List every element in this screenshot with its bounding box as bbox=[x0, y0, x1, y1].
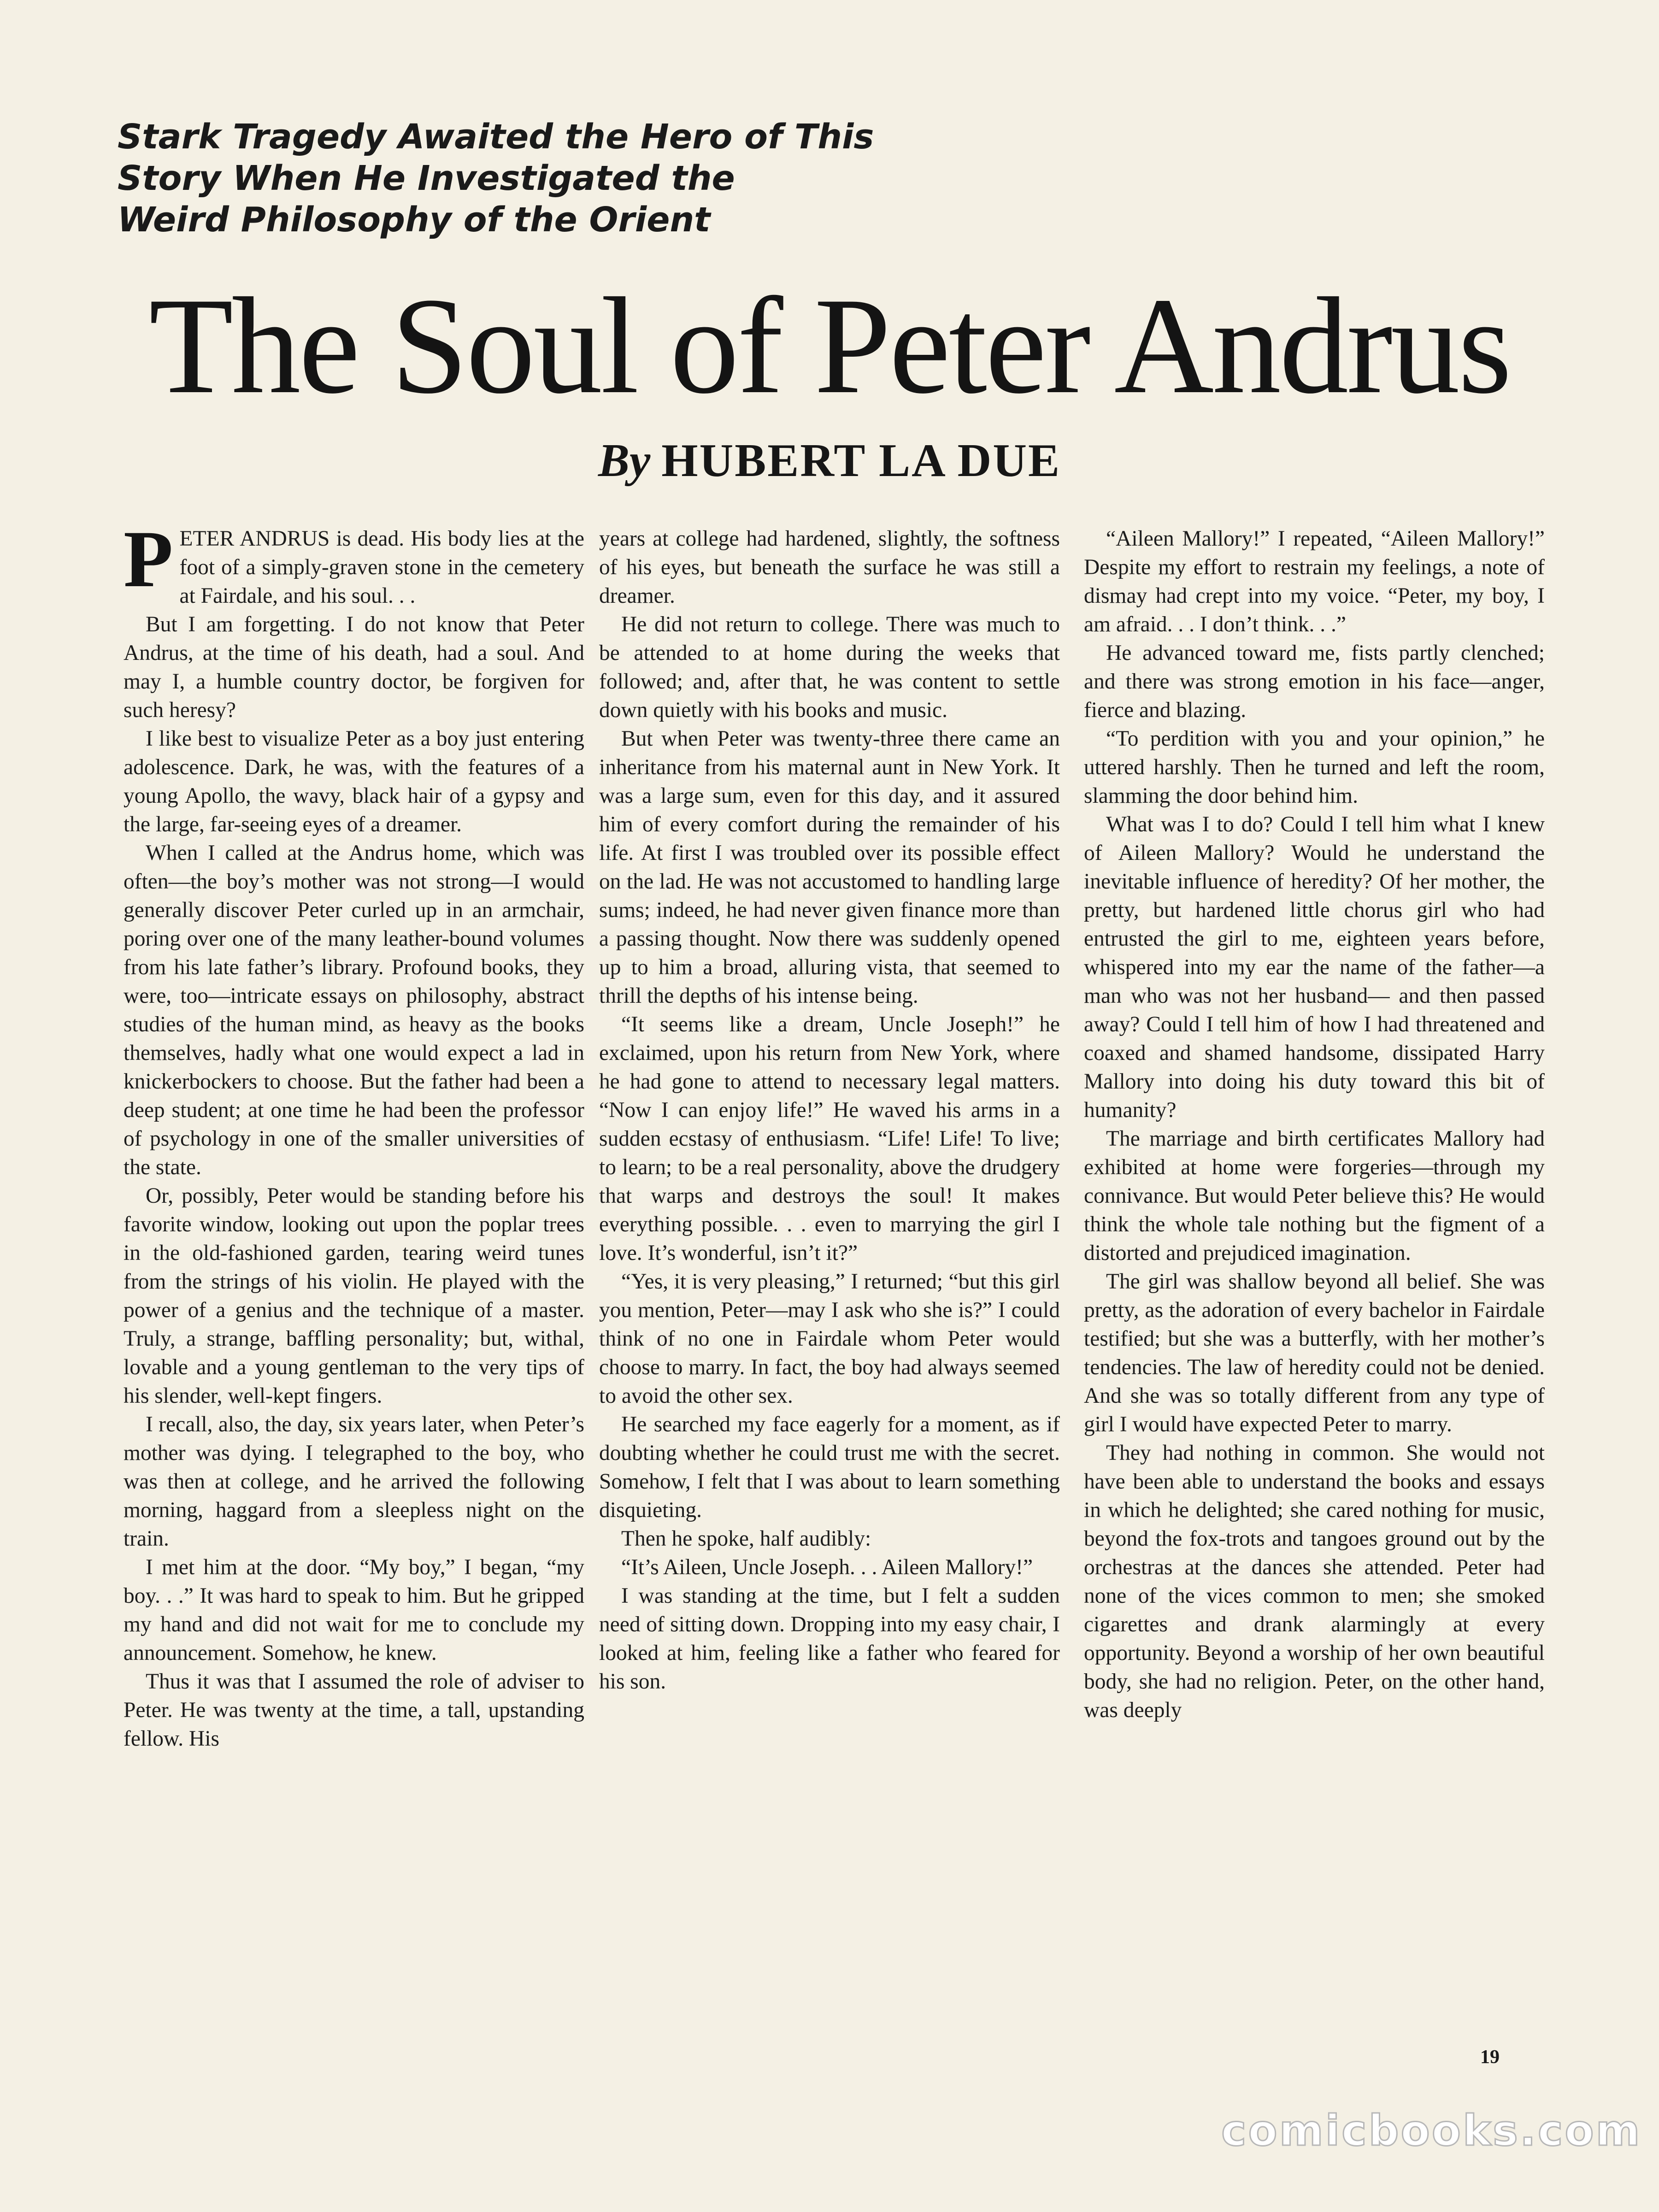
paragraph bbox=[1084, 724, 1545, 810]
site-watermark: comicbooks.com bbox=[1221, 2106, 1642, 2155]
paragraph-text: ETER ANDRUS is dead. His body lies at the foot of a simply-graven stone in the cemetery at Fairdale, and his soul. . . bbox=[179, 527, 584, 608]
paragraph-text: “It seems like a dream, Uncle Joseph!” he exclaimed, upon his return from New York, where he had gone to attend to necessary legal matters. “Now I can enjoy life!” He waved his arms in a sudden ecstasy of enthusiasm. “Life! Life! To live; to learn; to be a real personality, above the drudgery that warps and destroys the soul! It makes everything possible. . . even to marrying the girl I love. It’s wonderful, isn’t it?” bbox=[599, 1012, 1060, 1265]
paragraph bbox=[599, 1267, 1060, 1410]
paragraph bbox=[1084, 1267, 1545, 1439]
paragraph bbox=[124, 839, 584, 1182]
paragraph bbox=[1084, 810, 1545, 1124]
paragraph-text: Or, possibly, Peter would be standing before his favorite window, looking out upon the poplar trees in the old-fashioned garden, tearing weird tunes from the strings of his violin. He played with the power of a genius and the technique of a master. Truly, a strange, baffling personality; but, withal, lovable and a young gentleman to the very tips of his slender, well-kept fingers. bbox=[124, 1184, 584, 1408]
paragraph-text: Then he spoke, half audibly: bbox=[621, 1527, 871, 1551]
paragraph bbox=[124, 724, 584, 839]
paragraph-text: “To perdition with you and your opinion,” he uttered harshly. Then he turned and left the room, slamming the door behind him. bbox=[1084, 727, 1545, 808]
paragraph bbox=[124, 1553, 584, 1667]
text-column-1 bbox=[124, 514, 584, 1753]
story-title: The Soul of Peter Andrus bbox=[149, 269, 1510, 422]
paragraph bbox=[1084, 1124, 1545, 1267]
paragraph-text: He did not return to college. There was much to be attended to at home during the weeks that followed; and, after that, he was content to settle down quietly with his books and music. bbox=[599, 612, 1060, 722]
paragraph-text: “Aileen Mallory!” I repeated, “Aileen Mallory!” Despite my effort to restrain my feelings, a note of dismay had crept into my voice. “Peter, my boy, I am afraid. . . I don’t think. . .” bbox=[1084, 527, 1545, 636]
paragraph-text: When I called at the Andrus home, which was often—the boy’s mother was not strong—I would generally discover Peter curled up in an armchair, poring over one of the many leather-bound volumes from his late father’s library. Profound books, they were, too—intricate essays on philosophy, abstract studies of the human mind, as heavy as the books themselves, hadly what one would expect a lad in knickerbockers to choose. But the father had been a deep student; at one time he had been the professor of psychology in one of the smaller universities of the state. bbox=[124, 841, 584, 1179]
paragraph-text: Thus it was that I assumed the role of adviser to Peter. He was twenty at the time, a tall, upstanding fellow. His bbox=[124, 1670, 584, 1751]
paragraph bbox=[599, 1524, 1060, 1553]
paragraph bbox=[599, 1582, 1060, 1696]
paragraph-text: “It’s Aileen, Uncle Joseph. . . Aileen Mallory!” bbox=[621, 1555, 1033, 1579]
paragraph bbox=[599, 524, 1060, 610]
paragraph bbox=[599, 1010, 1060, 1267]
paragraph-text: But I am forgetting. I do not know that Peter Andrus, at the time of his death, had a soul. And may I, a humble country doctor, be forgiven for such heresy? bbox=[124, 612, 584, 722]
paragraph-text: I like best to visualize Peter as a boy just entering adolescence. Dark, he was, with the features of a young Apollo, the wavy, black hair of a gypsy and the large, far-seeing eyes of a dreamer. bbox=[124, 727, 584, 836]
kicker-line: Weird Philosophy of the Orient bbox=[118, 200, 711, 240]
paragraph bbox=[599, 610, 1060, 724]
drop-cap: P bbox=[124, 514, 173, 604]
paragraph-text: “Yes, it is very pleasing,” I returned; “but this girl you mention, Peter—may I ask who she is?” I could think of no one in Fairdale whom Peter would choose to marry. In fact, the boy had always seemed to avoid the other sex. bbox=[599, 1270, 1060, 1408]
paragraph-text: I was standing at the time, but I felt a sudden need of sitting down. Dropping into my easy chair, I looked at him, feeling like a father who feared for his son. bbox=[599, 1584, 1060, 1694]
byline bbox=[0, 433, 1659, 488]
paragraph-text: The girl was shallow beyond all belief. She was pretty, as the adoration of every bachelor in Fairdale testified; but she was a butterfly, with her mother’s tendencies. The law of heredity could not be denied. And she was so totally different from any type of girl I would have expected Peter to marry. bbox=[1084, 1270, 1545, 1436]
kicker-line: Stark Tragedy Awaited the Hero of This bbox=[118, 117, 874, 157]
kicker bbox=[118, 116, 947, 241]
author-name: HUBERT LA DUE bbox=[661, 435, 1061, 487]
paragraph-text: years at college had hardened, slightly, the softness of his eyes, but beneath the surface he was still a dreamer. bbox=[599, 527, 1060, 608]
paragraph-text: They had nothing in common. She would not have been able to understand the books and essays in which he delighted; she cared nothing for music, beyond the fox-trots and tangoes ground out by the orchestras at the dances she attended. Peter had none of the vices common to men; she smoked cigarettes and drank alarmingly at every opportunity. Beyond a worship of her own beautiful body, she had no religion. Peter, on the other hand, was deeply bbox=[1084, 1441, 1545, 1722]
text-column-2 bbox=[599, 524, 1060, 1696]
text-column-3 bbox=[1084, 524, 1545, 1724]
kicker-line: Story When He Investigated the bbox=[118, 159, 735, 198]
paragraph bbox=[599, 1553, 1060, 1582]
paragraph bbox=[1084, 524, 1545, 639]
byline-prefix: By bbox=[598, 435, 651, 487]
paragraph bbox=[1084, 639, 1545, 724]
paragraph-text: He advanced toward me, fists partly clenched; and there was strong emotion in his face—anger, fierce and blazing. bbox=[1084, 641, 1545, 722]
paragraph bbox=[599, 1410, 1060, 1524]
paragraph bbox=[124, 1667, 584, 1753]
paragraph bbox=[124, 1410, 584, 1553]
paragraph-text: I recall, also, the day, six years later, when Peter’s mother was dying. I telegraphed to the boy, who was then at college, and he arrived the following morning, haggard from a sleepless night on the train. bbox=[124, 1412, 584, 1551]
page-number: 19 bbox=[1480, 2047, 1500, 2068]
paragraph-text: He searched my face eagerly for a moment, as if doubting whether he could trust me with the secret. Somehow, I felt that I was about to learn something disquieting. bbox=[599, 1412, 1060, 1522]
paragraph-text: What was I to do? Could I tell him what I knew of Aileen Mallory? Would he understand the inevitable influence of heredity? Of her mother, the pretty, but hardened little chorus girl who had entrusted the girl to me, eighteen years before, whispered into my ear the name of the father—a man who was not her husband— and then passed away? Could I tell him of how I had threatened and coaxed and shamed handsome, dissipated Harry Mallory into doing his duty toward this bit of humanity? bbox=[1084, 812, 1545, 1122]
paragraph bbox=[124, 514, 584, 610]
paragraph bbox=[124, 1182, 584, 1410]
paragraph bbox=[599, 724, 1060, 1010]
paragraph-text: The marriage and birth certificates Mallory had exhibited at home were forgeries—through my connivance. But would Peter believe this? He would think the whole tale nothing but the figment of a distorted and prejudiced imagination. bbox=[1084, 1127, 1545, 1265]
paragraph-text: I met him at the door. “My boy,” I began, “my boy. . .” It was hard to speak to him. But he gripped my hand and did not wait for me to conclude my announcement. Somehow, he knew. bbox=[124, 1555, 584, 1665]
paragraph bbox=[1084, 1439, 1545, 1724]
paragraph-text: But when Peter was twenty-three there came an inheritance from his maternal aunt in New York. It was a large sum, even for this day, and it assured him of every comfort during the remainder of his life. At first I was troubled over its possible effect on the lad. He was not accustomed to handling large sums; indeed, he had never given finance more than a passing thought. Now there was suddenly opened up to him a broad, alluring vista, that seemed to thrill the depths of his intense being. bbox=[599, 727, 1060, 1008]
paragraph bbox=[124, 610, 584, 724]
